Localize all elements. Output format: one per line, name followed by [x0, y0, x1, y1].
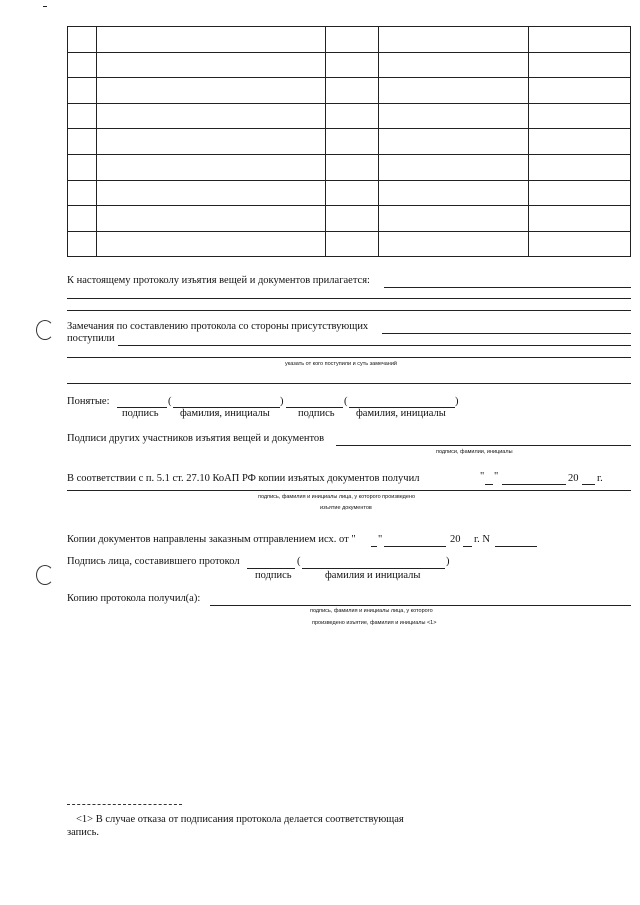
table-cell[interactable]	[325, 27, 379, 53]
table-cell[interactable]	[96, 206, 325, 232]
copies-received-date-open: "	[480, 471, 485, 482]
table-cell[interactable]	[379, 27, 529, 53]
remarks-field-line-2[interactable]	[118, 345, 631, 346]
table-row	[68, 154, 631, 180]
attached-label: К настоящему протоколу изъятия вещей и документов прилагается:	[67, 275, 370, 286]
copies-sent-month-field[interactable]	[384, 546, 446, 547]
copies-sent-day-field[interactable]	[371, 546, 377, 547]
binder-hole-top	[36, 320, 54, 340]
table-cell[interactable]	[529, 52, 631, 78]
table-cell[interactable]	[96, 52, 325, 78]
remarks-field[interactable]	[382, 333, 631, 334]
remarks-field-line-4[interactable]	[67, 383, 631, 384]
table-cell[interactable]	[529, 154, 631, 180]
witness1-open-paren: (	[168, 396, 172, 407]
protocol-received-field[interactable]	[210, 605, 631, 606]
compiler-name-field[interactable]	[302, 568, 445, 569]
table-cell[interactable]	[68, 231, 97, 257]
attached-field-line-3[interactable]	[67, 310, 631, 311]
table-cell[interactable]	[529, 103, 631, 129]
table-cell[interactable]	[68, 52, 97, 78]
witness2-close-paren: )	[455, 396, 459, 407]
others-label: Подписи других участников изъятия вещей и документов	[67, 433, 325, 444]
table-cell[interactable]	[529, 180, 631, 206]
witness1-signature-caption: подпись	[122, 408, 159, 419]
copies-received-hint-1: подпись, фамилия и инициалы лица, у которого произведено	[258, 494, 416, 500]
copies-received-month-field[interactable]	[502, 484, 566, 485]
table-cell[interactable]	[325, 129, 379, 155]
protocol-received-hint-2: произведено изъятие, фамилия и инициалы <1>	[312, 620, 437, 626]
table-row	[68, 129, 631, 155]
table-cell[interactable]	[96, 129, 325, 155]
table-row	[68, 180, 631, 206]
attached-field-line-2[interactable]	[67, 298, 631, 299]
table-cell[interactable]	[325, 206, 379, 232]
copies-received-day-field[interactable]	[485, 484, 493, 485]
copies-sent-year-field[interactable]	[463, 546, 472, 547]
table-cell[interactable]	[96, 180, 325, 206]
table-cell[interactable]	[325, 78, 379, 104]
protocol-received-label: Копию протокола получил(а):	[67, 593, 201, 604]
witness2-signature-caption: подпись	[298, 408, 335, 419]
compiler-signature-field[interactable]	[247, 568, 295, 569]
table-cell[interactable]	[325, 52, 379, 78]
stray-mark	[43, 6, 47, 7]
witness2-name-caption: фамилия, инициалы	[356, 408, 446, 419]
table-cell[interactable]	[379, 129, 529, 155]
table-cell[interactable]	[68, 154, 97, 180]
table-row	[68, 78, 631, 104]
table-row	[68, 52, 631, 78]
compiler-label: Подпись лица, составившего протокол	[67, 556, 240, 567]
remarks-field-line-3[interactable]	[67, 357, 631, 358]
protocol-received-hint-1: подпись, фамилия и инициалы лица, у которого	[310, 608, 433, 614]
footnote-text: <1> В случае отказа от подписания протокола делается соответствующая	[76, 814, 404, 825]
copies-received-year-suffix: г.	[597, 473, 603, 484]
table-cell[interactable]	[68, 103, 97, 129]
others-field[interactable]	[336, 445, 631, 446]
table-cell[interactable]	[529, 206, 631, 232]
copies-sent-label: Копии документов направлены заказным отправлением исх. от "	[67, 534, 356, 545]
compiler-close-paren: )	[446, 556, 450, 567]
table-cell[interactable]	[379, 206, 529, 232]
table-cell[interactable]	[325, 154, 379, 180]
witness1-name-caption: фамилия, инициалы	[180, 408, 270, 419]
witnesses-label: Понятые:	[67, 396, 110, 407]
table-cell[interactable]	[96, 78, 325, 104]
copies-received-label: В соответствии с п. 5.1 ст. 27.10 КоАП РФ копии изъятых документов получил	[67, 473, 420, 484]
table-cell[interactable]	[325, 231, 379, 257]
items-table	[67, 26, 631, 257]
copies-received-year-field[interactable]	[582, 484, 595, 485]
table-cell[interactable]	[96, 103, 325, 129]
table-cell[interactable]	[68, 27, 97, 53]
table-row	[68, 103, 631, 129]
others-hint: подписи, фамилии, инициалы	[436, 449, 513, 455]
copies-received-signature-field[interactable]	[67, 490, 631, 491]
table-cell[interactable]	[529, 231, 631, 257]
table-cell[interactable]	[529, 78, 631, 104]
binder-hole-bottom	[36, 565, 54, 585]
table-cell[interactable]	[379, 52, 529, 78]
table-cell[interactable]	[379, 231, 529, 257]
table-cell[interactable]	[379, 180, 529, 206]
copies-sent-quote-close: "	[378, 534, 383, 545]
copies-sent-number-label: г. N	[474, 534, 490, 545]
compiler-signature-caption: подпись	[255, 570, 292, 581]
table-row	[68, 231, 631, 257]
table-cell[interactable]	[379, 154, 529, 180]
compiler-open-paren: (	[297, 556, 301, 567]
table-cell[interactable]	[68, 180, 97, 206]
table-cell[interactable]	[68, 78, 97, 104]
table-cell[interactable]	[529, 27, 631, 53]
table-row	[68, 27, 631, 53]
table-cell[interactable]	[96, 231, 325, 257]
witness1-close-paren: )	[280, 396, 284, 407]
footnote-separator	[67, 804, 182, 805]
table-cell[interactable]	[379, 78, 529, 104]
copies-sent-year-prefix: 20	[450, 534, 461, 545]
table-cell[interactable]	[96, 27, 325, 53]
remarks-hint: указать от кого поступили и суть замечаний	[285, 361, 397, 367]
table-cell[interactable]	[529, 129, 631, 155]
footnote-text-line-2: запись.	[67, 827, 99, 838]
compiler-name-caption: фамилия и инициалы	[325, 570, 421, 581]
remarks-label: Замечания по составлению протокола со стороны присутствующих	[67, 321, 369, 332]
table-cell[interactable]	[68, 129, 97, 155]
copies-received-year-prefix: 20	[568, 473, 579, 484]
copies-received-date-close: "	[494, 471, 499, 482]
table-row	[68, 206, 631, 232]
table-cell[interactable]	[379, 103, 529, 129]
witness2-open-paren: (	[344, 396, 348, 407]
copies-sent-number-field[interactable]	[495, 546, 537, 547]
table-cell[interactable]	[68, 206, 97, 232]
remarks-label-line-2: поступили	[67, 333, 115, 344]
table-cell[interactable]	[96, 154, 325, 180]
copies-received-hint-2: изъятие документов	[320, 505, 372, 511]
table-cell[interactable]	[325, 180, 379, 206]
attached-field[interactable]	[384, 287, 631, 288]
table-cell[interactable]	[325, 103, 379, 129]
